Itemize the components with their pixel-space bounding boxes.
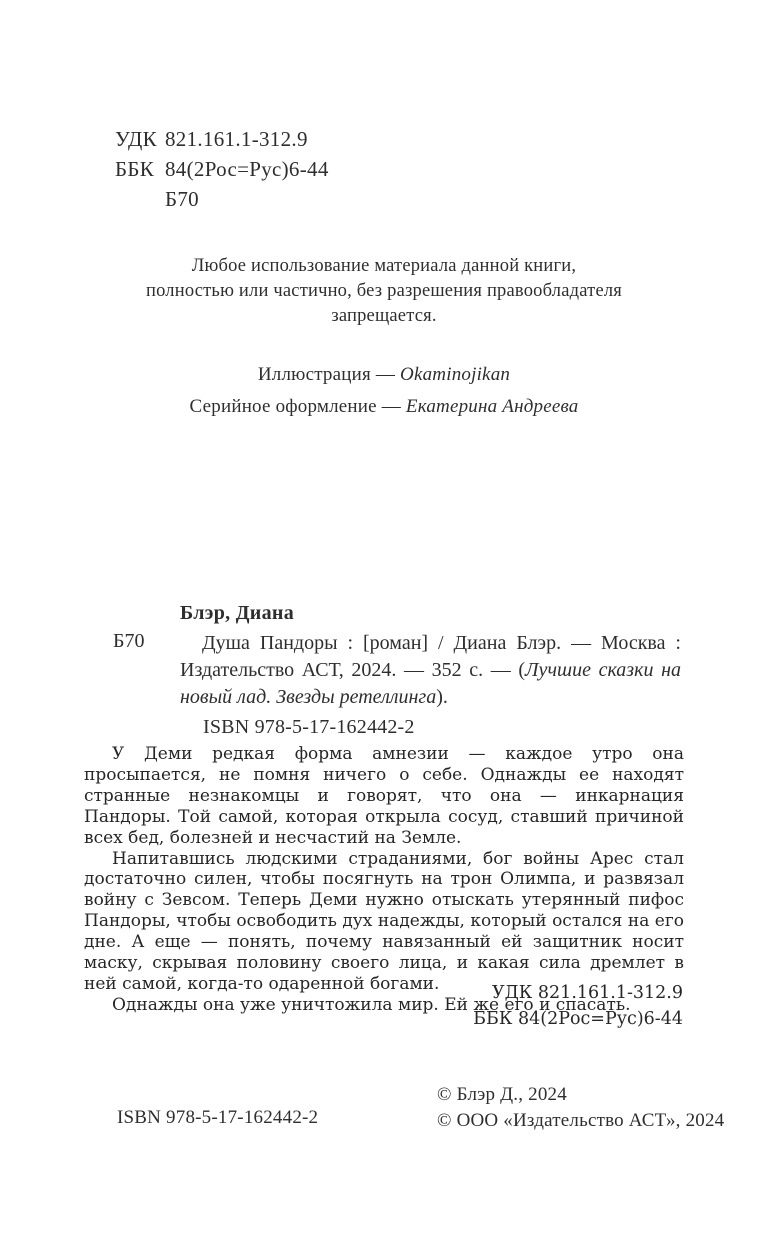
copyright-publisher-line: © ООО «Издательство АСТ», 2024 bbox=[437, 1110, 725, 1131]
udk-label: УДК bbox=[115, 127, 157, 151]
copyright-author-line: © Блэр Д., 2024 bbox=[437, 1084, 567, 1105]
annotation-paragraph-2: Напитавшись людскими страданиями, бог войны Арес стал достаточно силен, чтобы посягнуть на трон Олимпа, и развязал войну с Зевсом. Теперь Деми нужно отыскать утерянный пифос Пандоры, чтобы освободить дух надежды, который остался на его дне. А еще — понять, почему навязанный ей защитник носит маску, скрывая половину своего лица, и какая сила дремлет в ней самой, когда-то одаренной богами. bbox=[84, 848, 684, 994]
catalog-entry-main: Душа Пандоры : [роман] / Диана Блэр. — Москва : Издательство АСТ, 2024. — 352 с. — ( bbox=[180, 632, 681, 681]
series-design-credit bbox=[84, 396, 684, 418]
bbk-label: ББК bbox=[115, 157, 155, 181]
series-design-credit-name: Екатерина Андреева bbox=[405, 396, 579, 417]
rights-notice-line-2: полностью или частично, без разрешения правообладателя bbox=[145, 281, 622, 301]
rights-notice bbox=[84, 254, 684, 329]
udk-value: 821.161.1-312.9 bbox=[165, 127, 308, 151]
catalog-entry-series-title: Лучшие сказки на новый лад. Звезды ретеллинга bbox=[180, 659, 681, 708]
bbk-value: 84(2Рос=Рус)6-44 bbox=[165, 157, 329, 181]
catalog-isbn: ISBN 978-5-17-162442-2 bbox=[203, 716, 415, 738]
bottom-udk-line: УДК 821.161.1-312.9 bbox=[491, 983, 683, 1003]
annotation-paragraph-1: У Деми редкая форма амнезии — каждое утро она просыпается, не помня ничего о себе. Однажды ее находят странные незнакомцы и говорят, что она — инкарнация Пандоры. Той самой, которая открыла сосуд, ставший причиной всех бед, болезней и несчастий на Земле. bbox=[84, 744, 684, 848]
author-sign: Б70 bbox=[165, 187, 199, 211]
bbk-line bbox=[115, 154, 329, 184]
illustration-credit bbox=[84, 364, 684, 386]
illustration-credit-name: Okaminojikan bbox=[400, 364, 511, 385]
top-classification-block bbox=[115, 124, 329, 214]
rights-notice-line-3: запрещается. bbox=[331, 306, 437, 326]
udk-line bbox=[115, 124, 329, 154]
series-design-credit-label: Серийное оформление — bbox=[189, 396, 406, 417]
catalog-author-heading: Блэр, Диана bbox=[180, 602, 295, 624]
bottom-classification-block bbox=[473, 981, 683, 1032]
illustration-credit-label: Иллюстрация — bbox=[257, 364, 401, 385]
annotation-paragraph-3: Однажды она уже уничтожила мир. Ей же его и спасать. bbox=[112, 994, 631, 1015]
catalog-author-sign: Б70 bbox=[113, 630, 145, 652]
annotation-block bbox=[84, 744, 684, 1016]
bottom-bbk-line: ББК 84(2Рос=Рус)6-44 bbox=[473, 1008, 683, 1029]
catalog-entry-close: ). bbox=[436, 686, 448, 708]
footer-isbn: ISBN 978-5-17-162442-2 bbox=[117, 1107, 319, 1128]
rights-notice-line-1: Любое использование материала данной книги, bbox=[191, 256, 577, 276]
author-sign-line bbox=[115, 184, 329, 214]
footer-copyright-block bbox=[437, 1082, 724, 1134]
catalog-entry-text bbox=[180, 630, 681, 711]
